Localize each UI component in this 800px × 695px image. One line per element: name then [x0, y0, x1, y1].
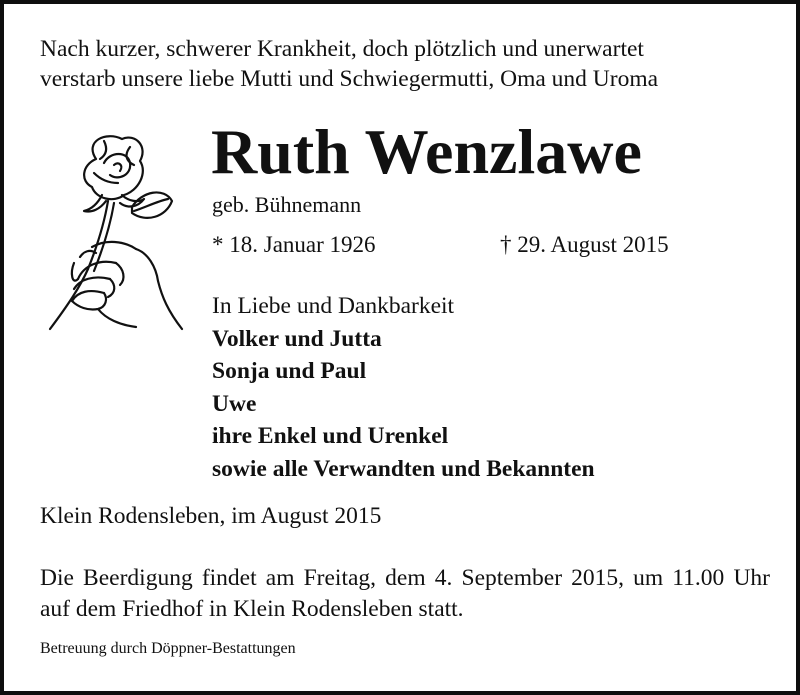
mourner-family: Sonja und Paul — [212, 358, 367, 384]
birth-date: * 18. Januar 1926 — [212, 232, 376, 257]
place-date: Klein Rodensleben, im August 2015 — [40, 503, 382, 529]
mourner-family: sowie alle Verwandten und Bekannten — [212, 455, 595, 482]
mourner-family: ihre Enkel und Urenkel — [212, 423, 449, 449]
intro-line: Nach kurzer, schwerer Krankheit, doch plötzlich und unerwartet — [40, 36, 644, 62]
intro-text — [40, 34, 780, 94]
death-date: † 29. August 2015 — [500, 232, 669, 257]
rose-in-hand-icon — [44, 129, 194, 339]
mourners-lead: In Liebe und Dankbarkeit — [212, 293, 455, 319]
mourners-list — [212, 290, 772, 485]
birth-name: geb. Bühnemann — [212, 192, 362, 217]
mourner-family: Uwe — [212, 390, 257, 417]
funeral-service-credit: Betreuung durch Döppner-Bestattungen — [40, 640, 296, 657]
mourner-family: Volker und Jutta — [212, 325, 382, 352]
funeral-info: Die Beerdigung findet am Freitag, dem 4. September 2015, um 11.00 Uhr auf dem Friedhof in Klein Rodensleben statt. — [40, 565, 770, 622]
intro-line: verstarb unsere liebe Mutti und Schwiegermutti, Oma und Uroma — [40, 66, 659, 92]
deceased-name: Ruth Wenzlawe — [211, 116, 642, 187]
